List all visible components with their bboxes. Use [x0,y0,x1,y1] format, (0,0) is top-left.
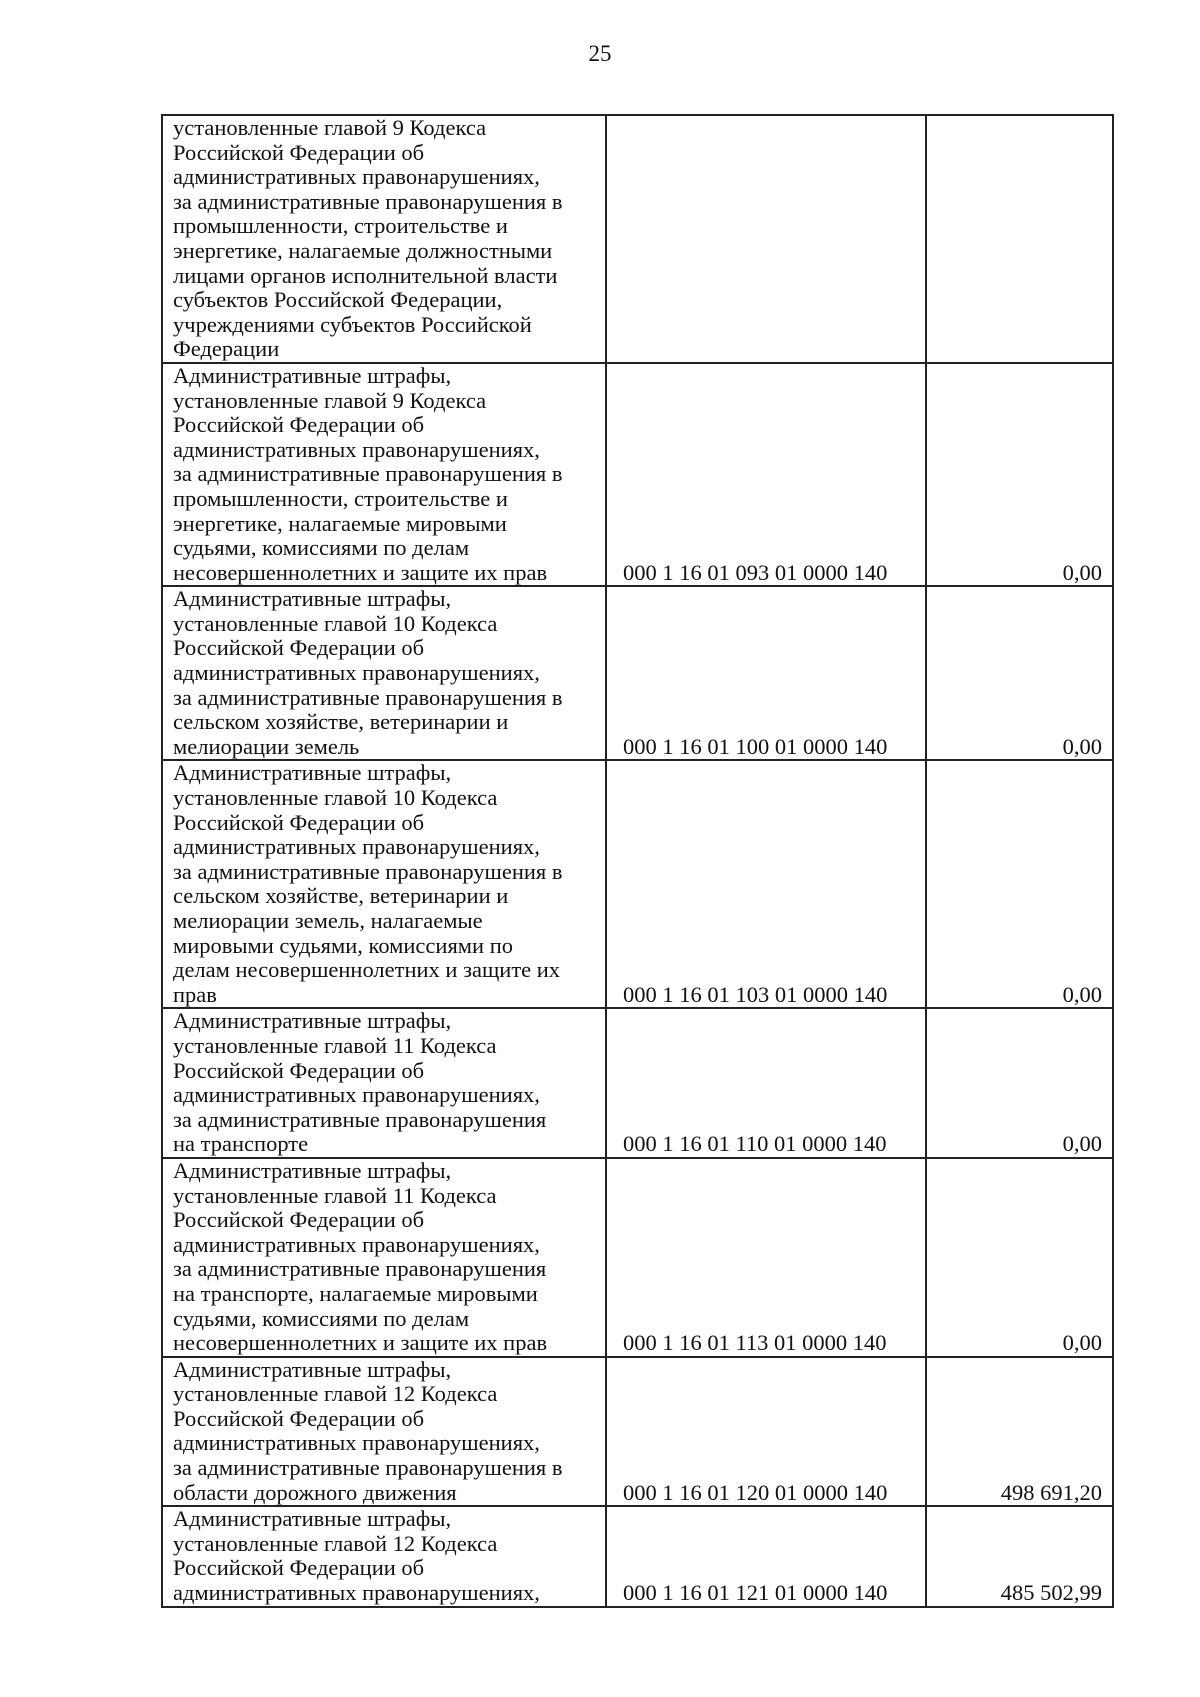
row-amount: 0,00 [926,760,1113,1008]
row-description: Административные штрафы, установленные главой 10 Кодекса Российской Федерации об административных правонарушениях, за административные правонарушения в сельском хозяйстве, ветеринарии и мелиорации земель [162,586,606,760]
row-amount: 0,00 [926,586,1113,760]
row-amount: 0,00 [926,1158,1113,1357]
row-amount: 0,00 [926,1008,1113,1158]
row-description: Административные штрафы, установленные главой 11 Кодекса Российской Федерации об административных правонарушениях, за административные правонарушения на транспорте [162,1008,606,1158]
row-budget-code: 000 1 16 01 093 01 0000 140 [606,363,926,586]
budget-revenue-table [161,114,1114,1608]
table-row [162,760,1113,1008]
row-budget-code: 000 1 16 01 121 01 0000 140 [606,1506,926,1606]
row-description: установленные главой 9 Кодекса Российской Федерации об административных правонарушениях, за административные правонарушения в промышленности, строительстве и энергетике, налагаемые должностными лицами органов исполнительной власти субъектов Российской Федерации, учреждениями субъектов Российской Федерации [162,115,606,363]
table-row [162,363,1113,586]
row-budget-code: 000 1 16 01 120 01 0000 140 [606,1357,926,1507]
row-budget-code: 000 1 16 01 110 01 0000 140 [606,1008,926,1158]
table-row [162,1158,1113,1357]
row-amount: 498 691,20 [926,1357,1113,1507]
table-row [162,115,1113,363]
row-budget-code [606,115,926,363]
row-description: Административные штрафы, установленные главой 12 Кодекса Российской Федерации об административных правонарушениях, за административные правонарушения в области дорожного движения [162,1357,606,1507]
row-amount [926,115,1113,363]
row-budget-code: 000 1 16 01 113 01 0000 140 [606,1158,926,1357]
row-budget-code: 000 1 16 01 100 01 0000 140 [606,586,926,760]
page-number: 25 [588,41,612,66]
row-amount: 0,00 [926,363,1113,586]
table-row [162,1008,1113,1158]
row-description: Административные штрафы, установленные главой 12 Кодекса Российской Федерации об административных правонарушениях, [162,1506,606,1606]
row-amount: 485 502,99 [926,1506,1113,1606]
row-budget-code: 000 1 16 01 103 01 0000 140 [606,760,926,1008]
row-description: Административные штрафы, установленные главой 10 Кодекса Российской Федерации об административных правонарушениях, за административные правонарушения в сельском хозяйстве, ветеринарии и мелиорации земель, налагаемые мировыми судьями, комиссиями по делам несовершеннолетних и защите их прав [162,760,606,1008]
table-row [162,1357,1113,1507]
row-description: Административные штрафы, установленные главой 9 Кодекса Российской Федерации об административных правонарушениях, за административные правонарушения в промышленности, строительстве и энергетике, налагаемые мировыми судьями, комиссиями по делам несовершеннолетних и защите их прав [162,363,606,586]
table-row [162,1506,1113,1606]
row-description: Административные штрафы, установленные главой 11 Кодекса Российской Федерации об административных правонарушениях, за административные правонарушения на транспорте, налагаемые мировыми судьями, комиссиями по делам несовершеннолетних и защите их прав [162,1158,606,1357]
table-row [162,586,1113,760]
